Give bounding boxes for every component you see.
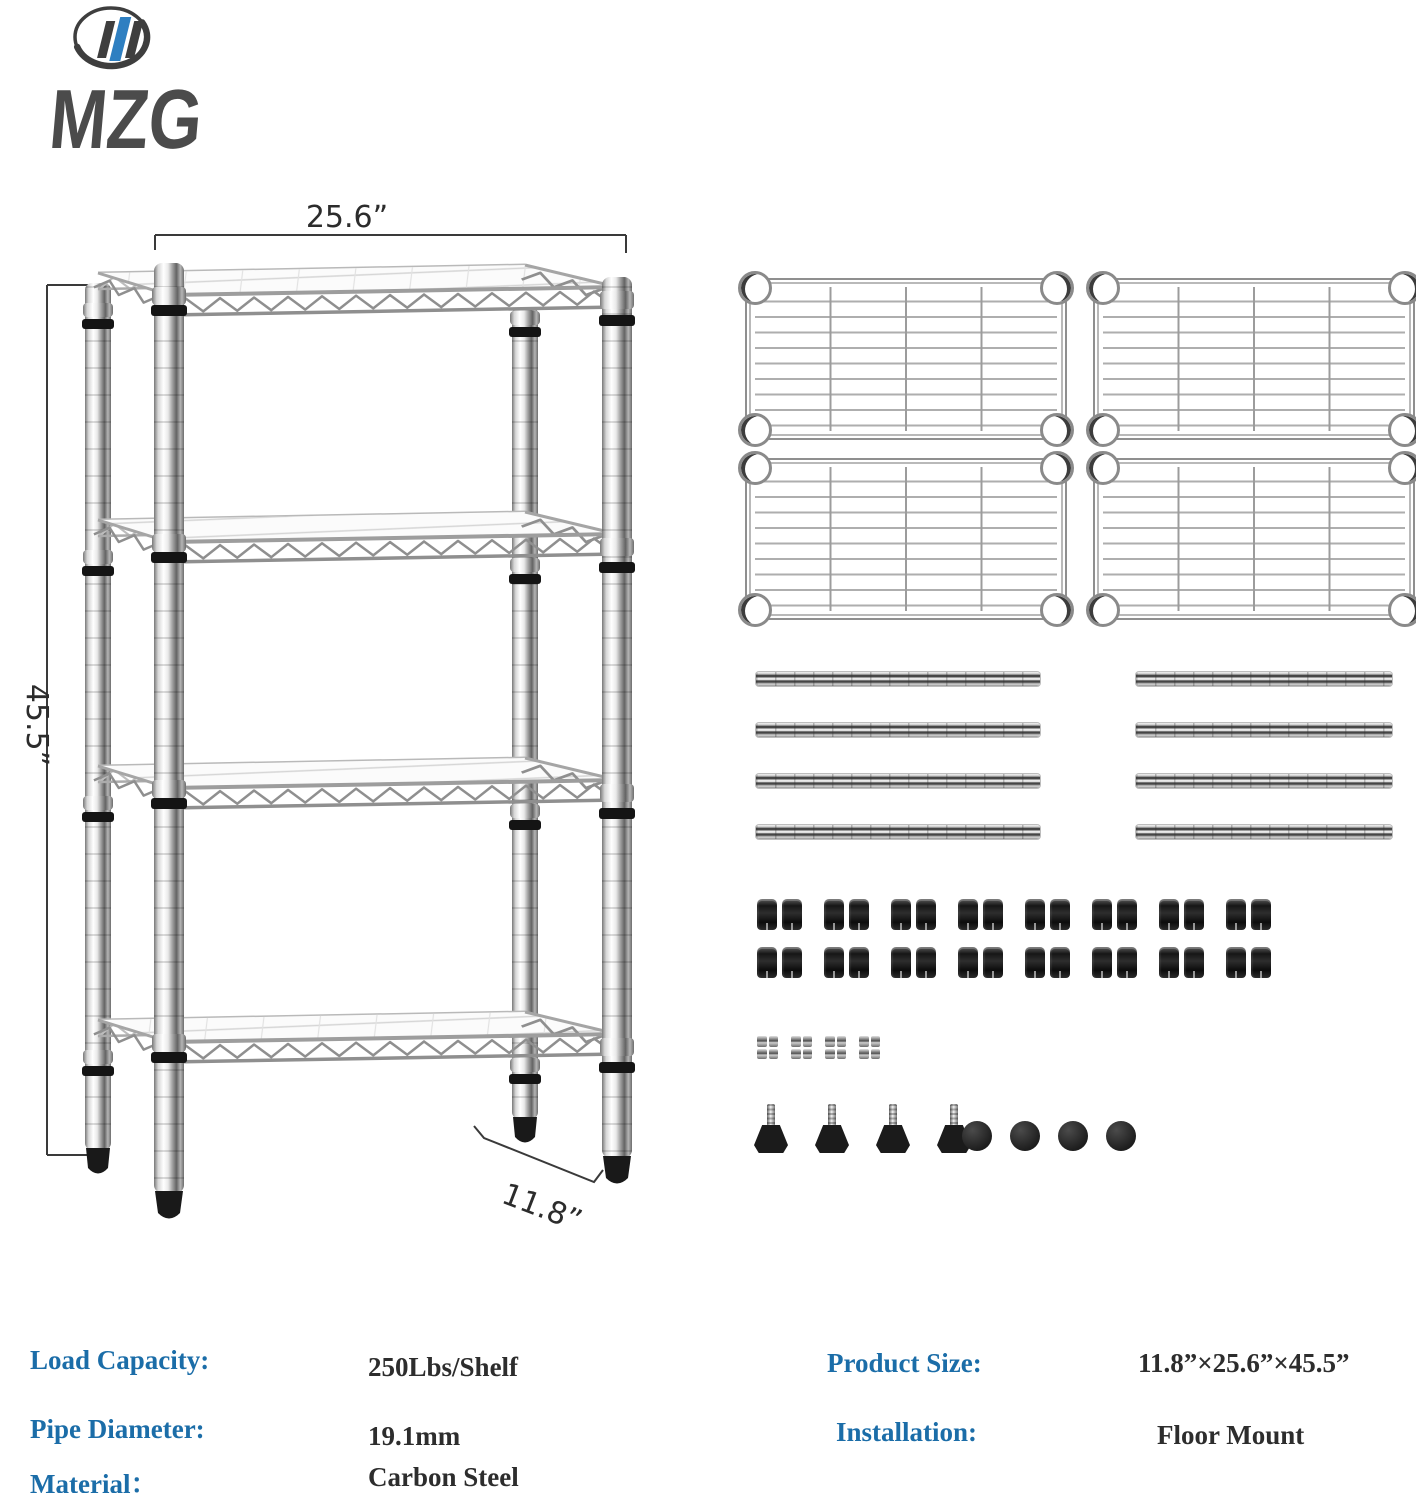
- foot-back-right: [513, 1117, 537, 1143]
- pole-part: [756, 723, 1040, 737]
- sleeve-clip-part: [824, 899, 844, 930]
- sleeve-clip-part: [1092, 899, 1112, 930]
- sleeve-clip-part: [891, 899, 911, 930]
- foot-front-left: [155, 1191, 183, 1219]
- foot-stem: [950, 1104, 958, 1127]
- pole-part: [1136, 723, 1392, 737]
- width-dimension: [155, 200, 626, 253]
- connector-part: [825, 1036, 846, 1059]
- parts-shelves-group: [745, 278, 1415, 620]
- brand-logo: [48, 6, 268, 166]
- pole-part: [1136, 825, 1392, 839]
- shelf-corner-collar-icon: [1040, 451, 1074, 485]
- sleeve-clip-part: [1050, 899, 1070, 930]
- logo-text: MZG: [48, 72, 241, 166]
- sleeve-clip-part: [1117, 899, 1137, 930]
- shelf-corner-collar-icon: [1086, 451, 1120, 485]
- post-back-left: [85, 283, 111, 1174]
- foot-back-left: [86, 1148, 110, 1174]
- sleeve-clip-part: [757, 947, 777, 978]
- spec-label-installation: Installation:: [836, 1417, 978, 1447]
- sleeve-clip-part: [1184, 899, 1204, 930]
- shelf-corner-collar-icon: [738, 413, 772, 447]
- spec-value-product-size: 11.8”×25.6”×45.5”: [1138, 1348, 1350, 1378]
- sleeve-clip-part: [782, 899, 802, 930]
- wire-shelf-mesh: [1103, 287, 1405, 431]
- connector-part: [757, 1036, 778, 1059]
- shelf-corner-collar-icon: [1040, 413, 1074, 447]
- foot-front-right: [603, 1156, 631, 1184]
- parts-poles-group: [756, 672, 1392, 839]
- sleeve-clip-part: [849, 899, 869, 930]
- pole-part: [756, 825, 1040, 839]
- foot-base: [815, 1125, 849, 1153]
- sleeve-clip-part: [983, 947, 1003, 978]
- leveling-foot-part: [815, 1104, 849, 1153]
- sleeve-clip-part: [824, 947, 844, 978]
- foot-base: [754, 1125, 788, 1153]
- sleeve-clip-part: [1251, 899, 1271, 930]
- wire-shelf-mesh: [755, 287, 1057, 431]
- wire-shelf-mesh: [755, 467, 1057, 611]
- sleeve-clip-part: [1226, 947, 1246, 978]
- wire-shelf-mesh: [1103, 467, 1405, 611]
- shelf-corner-collar-icon: [738, 451, 772, 485]
- wire-shelf-part: [1093, 458, 1415, 620]
- end-cap-part: [1106, 1121, 1136, 1151]
- sleeve-clip-part: [1159, 947, 1179, 978]
- sleeve-clip-part: [1050, 947, 1070, 978]
- sleeve-clip-part: [1184, 947, 1204, 978]
- spec-label-pipe-diameter: Pipe Diameter:: [30, 1414, 205, 1444]
- spec-value-load-capacity: 250Lbs/Shelf: [368, 1352, 519, 1382]
- sleeve-clip-part: [891, 947, 911, 978]
- sleeve-clip-part: [1025, 899, 1045, 930]
- sleeve-clip-part: [849, 947, 869, 978]
- foot-stem: [889, 1104, 897, 1127]
- sleeve-clip-part: [782, 947, 802, 978]
- end-cap-part: [962, 1121, 992, 1151]
- parts-feet-group: [754, 1104, 971, 1153]
- spec-value-installation: Floor Mount: [1157, 1420, 1305, 1450]
- sleeve-clip-part: [916, 899, 936, 930]
- shelf-unit-illustration: [0, 180, 700, 1290]
- sleeve-clip-part: [1226, 899, 1246, 930]
- spec-label-product-size: Product Size:: [827, 1348, 982, 1378]
- parts-caps-group: [962, 1121, 1136, 1151]
- shelf-corner-collar-icon: [738, 593, 772, 627]
- sleeve-clip-part: [1025, 947, 1045, 978]
- shelf-corner-collar-icon: [1040, 593, 1074, 627]
- sleeve-clip-part: [916, 947, 936, 978]
- parts-connectors-group: [757, 1036, 880, 1059]
- pole-part: [1136, 774, 1392, 788]
- height-dimension-label: 45.5”: [19, 683, 54, 767]
- shelf-corner-collar-icon: [1086, 271, 1120, 305]
- sleeve-clip-part: [1159, 899, 1179, 930]
- shelf-corner-collar-icon: [1040, 271, 1074, 305]
- leveling-foot-part: [754, 1104, 788, 1153]
- sleeve-clip-part: [757, 899, 777, 930]
- shelf-corner-collar-icon: [1086, 413, 1120, 447]
- foot-stem: [767, 1104, 775, 1127]
- brand-logo-graphic: [48, 6, 268, 166]
- width-dimension-label: 25.6”: [305, 200, 389, 235]
- pole-part: [1136, 672, 1392, 686]
- foot-stem: [828, 1104, 836, 1127]
- end-cap-part: [1058, 1121, 1088, 1151]
- shelf-corner-collar-icon: [1086, 593, 1120, 627]
- post-front-left: [154, 263, 184, 1219]
- shelf-corner-collar-icon: [1388, 593, 1416, 627]
- wire-shelf-part: [745, 458, 1067, 620]
- shelf-corner-collar-icon: [1388, 451, 1416, 485]
- sleeve-clip-part: [958, 899, 978, 930]
- depth-dimension-label: 11.8”: [497, 1176, 587, 1239]
- spec-value-pipe-diameter: 19.1mm: [368, 1421, 461, 1451]
- depth-dimension: [474, 1126, 603, 1239]
- spec-label-load-capacity: Load Capacity:: [30, 1345, 210, 1375]
- sleeve-clip-part: [1092, 947, 1112, 978]
- pole-part: [756, 672, 1040, 686]
- parts-clips-group: [757, 899, 1305, 978]
- spec-value-material: Carbon Steel: [368, 1462, 519, 1492]
- foot-base: [876, 1125, 910, 1153]
- shelf-corner-collar-icon: [1388, 413, 1416, 447]
- shelf-corner-collar-icon: [1388, 271, 1416, 305]
- wire-shelf-part: [745, 278, 1067, 440]
- connector-part: [859, 1036, 880, 1059]
- sleeve-clip-part: [1117, 947, 1137, 978]
- spec-label-material: Material：: [30, 1469, 158, 1493]
- pole-part: [756, 774, 1040, 788]
- connector-part: [791, 1036, 812, 1059]
- end-cap-part: [1010, 1121, 1040, 1151]
- height-dimension: [19, 285, 88, 1155]
- sleeve-clip-part: [1251, 947, 1271, 978]
- wire-shelf-part: [1093, 278, 1415, 440]
- shelf-corner-collar-icon: [738, 271, 772, 305]
- sleeve-clip-part: [958, 947, 978, 978]
- leveling-foot-part: [876, 1104, 910, 1153]
- sleeve-clip-part: [983, 899, 1003, 930]
